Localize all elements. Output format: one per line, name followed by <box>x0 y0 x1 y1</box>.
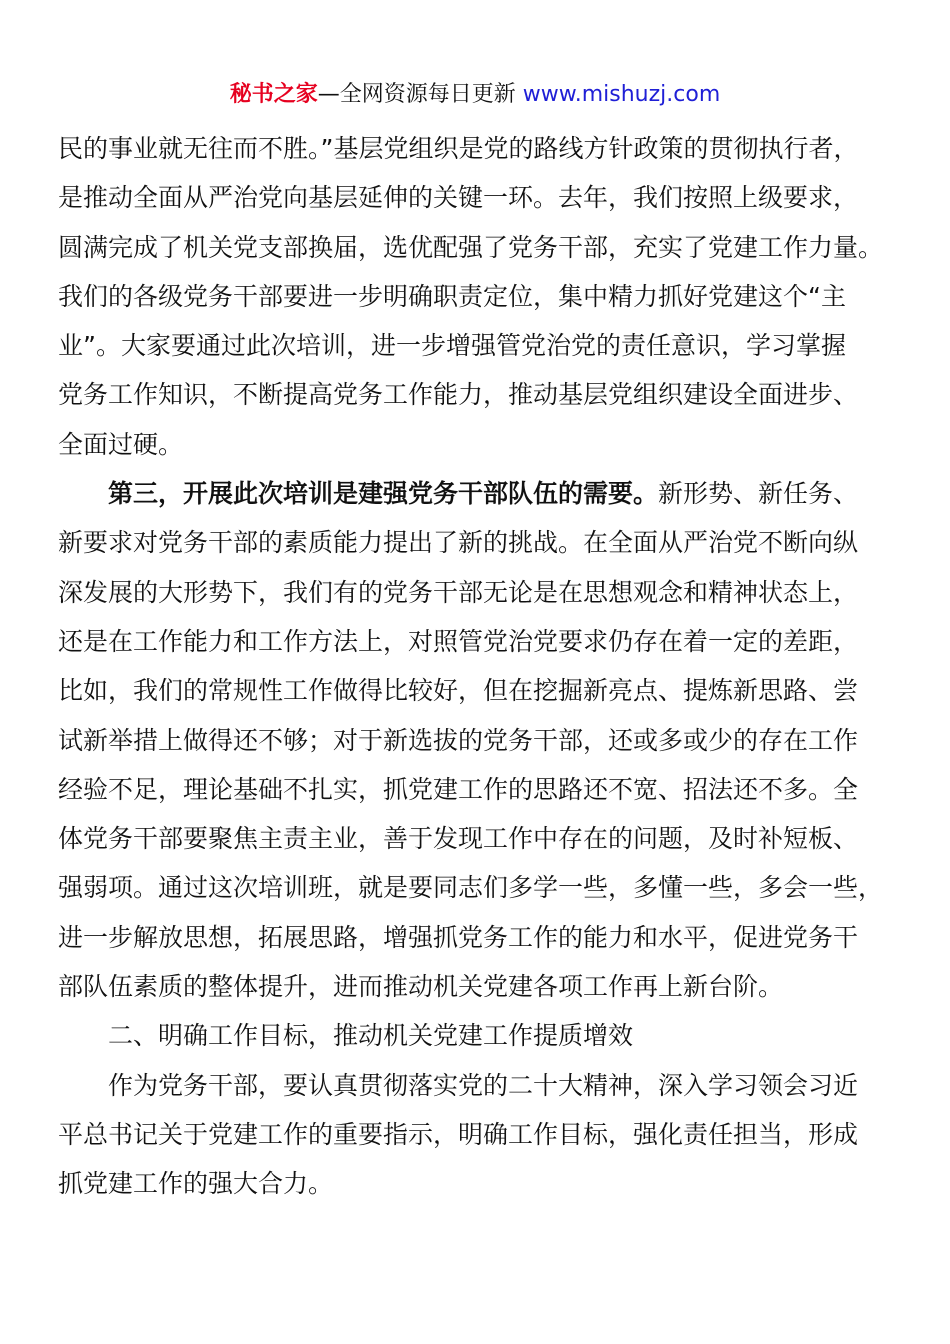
text-line: 抓党建工作的强大合力。 <box>58 1169 334 1199</box>
text-line: 民的事业就无往而不胜。”基层党组织是党的路线方针政策的贯彻执行者， <box>58 134 859 163</box>
text-line: 作为党务干部，要认真贯彻落实党的二十大精神，深入学习领会习近 <box>108 1070 859 1100</box>
text-fragment: 新形势、新任务、 <box>658 479 859 509</box>
text-line: 还是在工作能力和工作方法上，对照管党治党要求仍存在着一定的差距， <box>58 626 859 656</box>
text-line: 强弱项。通过这次培训班，就是要同志们多学一些，多懂一些，多会一些， <box>58 873 884 903</box>
section-heading: 二、明确工作目标，推动机关党建工作提质增效 <box>108 1021 634 1051</box>
text-line: 体党务干部要聚焦主责主业，善于发现工作中存在的问题，及时补短板、 <box>58 824 859 854</box>
text-line: 进一步解放思想，拓展思路，增强抓党务工作的能力和水平，促进党务干 <box>58 922 859 952</box>
document-body <box>58 124 896 1209</box>
text-line: 新要求对党务干部的素质能力提出了新的挑战。在全面从严治党不断向纵 <box>58 528 859 558</box>
paragraph-third-first-line <box>58 469 896 518</box>
text-line: 平总书记关于党建工作的重要指示，明确工作目标，强化责任担当，形成 <box>58 1119 859 1149</box>
text-line: 经验不足，理论基础不扎实，抓党建工作的思路还不宽、招法还不多。全 <box>58 774 859 804</box>
site-slogan: —全网资源每日更新 <box>317 82 523 107</box>
text-line: 试新举措上做得还不够；对于新选拔的党务干部，还或多或少的存在工作 <box>58 725 859 755</box>
text-line: 圆满完成了机关党支部换届，选优配强了党务干部，充实了党建工作力量。 <box>58 232 884 262</box>
text-line: 比如，我们的常规性工作做得比较好，但在挖掘新亮点、提炼新思路、尝 <box>58 676 859 706</box>
site-url-link[interactable]: www.mishuzj.com <box>522 82 721 107</box>
text-line: 业”。大家要通过此次培训，进一步增强管党治党的责任意识，学习掌握 <box>58 331 846 361</box>
text-line: 深发展的大形势下，我们有的党务干部无论是在思想观念和精神状态上， <box>58 577 859 607</box>
text-line: 是推动全面从严治党向基层延伸的关键一环。去年，我们按照上级要求， <box>58 183 859 213</box>
bold-lead-sentence: 第三，开展此次培训是建强党务干部队伍的需要。 <box>108 479 659 509</box>
text-line: 党务工作知识，不断提高党务工作能力，推动基层党组织建设全面进步、 <box>58 380 859 410</box>
text-line: 全面过硬。 <box>58 429 184 459</box>
page-header <box>0 80 950 110</box>
text-line: 部队伍素质的整体提升，进而推动机关党建各项工作再上新台阶。 <box>58 972 784 1002</box>
text-line: 我们的各级党务干部要进一步明确职责定位，集中精力抓好党建这个“主 <box>58 281 846 311</box>
site-brand: 秘书之家 <box>229 82 318 107</box>
